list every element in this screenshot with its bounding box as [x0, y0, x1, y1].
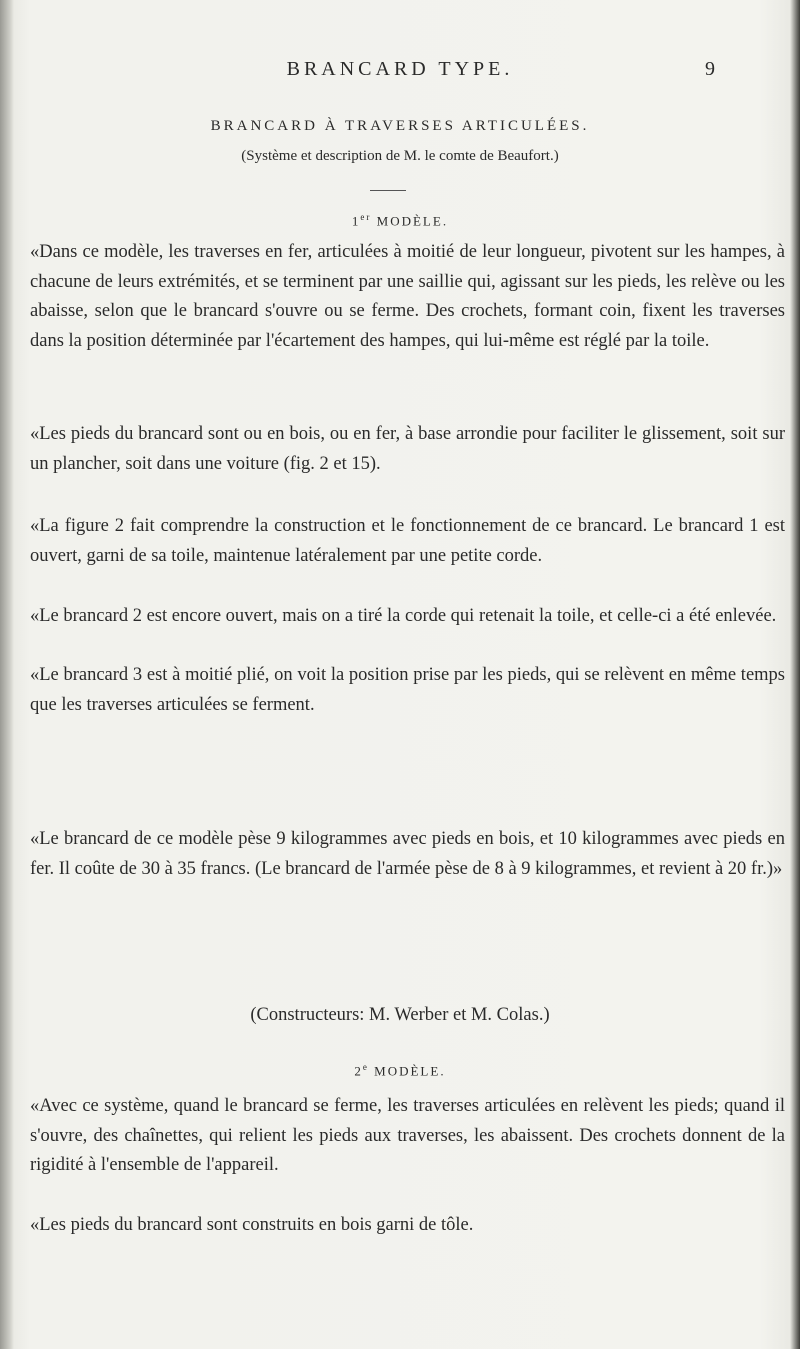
- model-2-word: MODÈLE.: [374, 1063, 446, 1079]
- model-2-heading: [0, 1062, 800, 1079]
- page-number: 9: [705, 58, 715, 80]
- model-1-number: 1: [351, 213, 361, 229]
- model-1-ordinal: er: [360, 212, 372, 222]
- paragraph: «Avec ce système, quand le brancard se ferme, les traverses articulées en relèvent les pieds; quand il s'ouvre, des chaînettes, qui relient les pieds aux traverses, les abaissent. Des crochets donnent de la rigidité à l'ensemble de l'appareil.: [30, 1096, 785, 1175]
- separator-rule: [370, 190, 406, 191]
- section-title: BRANCARD À TRAVERSES ARTICULÉES.: [210, 118, 590, 134]
- paragraph: «Dans ce modèle, les traverses en fer, articulées à moitié de leur longueur, pivotent sur les hampes, à chacune de leurs extrémités, et se terminent par une saillie qui, agissant sur les pieds, les relève ou les abaisse, selon que le brancard s'ouvre ou se ferme. Des crochets, formant coin, fixent les traverses dans la position déterminée par l'écartement des hampes, qui lui-même est réglé par la toile.: [30, 242, 785, 351]
- paragraph: «Les pieds du brancard sont construits en bois garni de tôle.: [30, 1215, 474, 1235]
- constructors-credit: (Constructeurs: M. Werber et M. Colas.): [250, 1005, 550, 1025]
- page-edge: [790, 0, 800, 1349]
- model-1-heading: [0, 212, 800, 229]
- paragraph: «La figure 2 fait comprendre la construction et le fonctionnement de ce brancard. Le brancard 1 est ouvert, garni de sa toile, maintenue latéralement par une petite corde.: [30, 516, 785, 566]
- model-2-ordinal: e: [362, 1062, 369, 1072]
- paragraph: «Le brancard de ce modèle pèse 9 kilogrammes avec pieds en bois, et 10 kilogrammes avec pieds en fer. Il coûte de 30 à 35 francs. (Le brancard de l'armée pèse de 8 à 9 kilogrammes, et revient à 20 fr.)»: [30, 829, 785, 879]
- paragraph: «Le brancard 2 est encore ouvert, mais on a tiré la corde qui retenait la toile, et celle-ci a été enlevée.: [30, 606, 777, 626]
- running-title: BRANCARD TYPE.: [286, 58, 514, 80]
- paragraph: «Le brancard 3 est à moitié plié, on voit la position prise par les pieds, qui se relèvent en même temps que les traverses articulées se ferment.: [30, 665, 785, 715]
- section-subtitle: (Système et description de M. le comte de Beaufort.): [241, 148, 559, 164]
- paragraph: «Les pieds du brancard sont ou en bois, ou en fer, à base arrondie pour faciliter le glissement, soit sur un plancher, soit dans une voiture (fig. 2 et 15).: [30, 424, 785, 474]
- model-1-word: MODÈLE.: [376, 213, 449, 229]
- model-2-number: 2: [354, 1063, 363, 1079]
- binding-shadow: [0, 0, 14, 1349]
